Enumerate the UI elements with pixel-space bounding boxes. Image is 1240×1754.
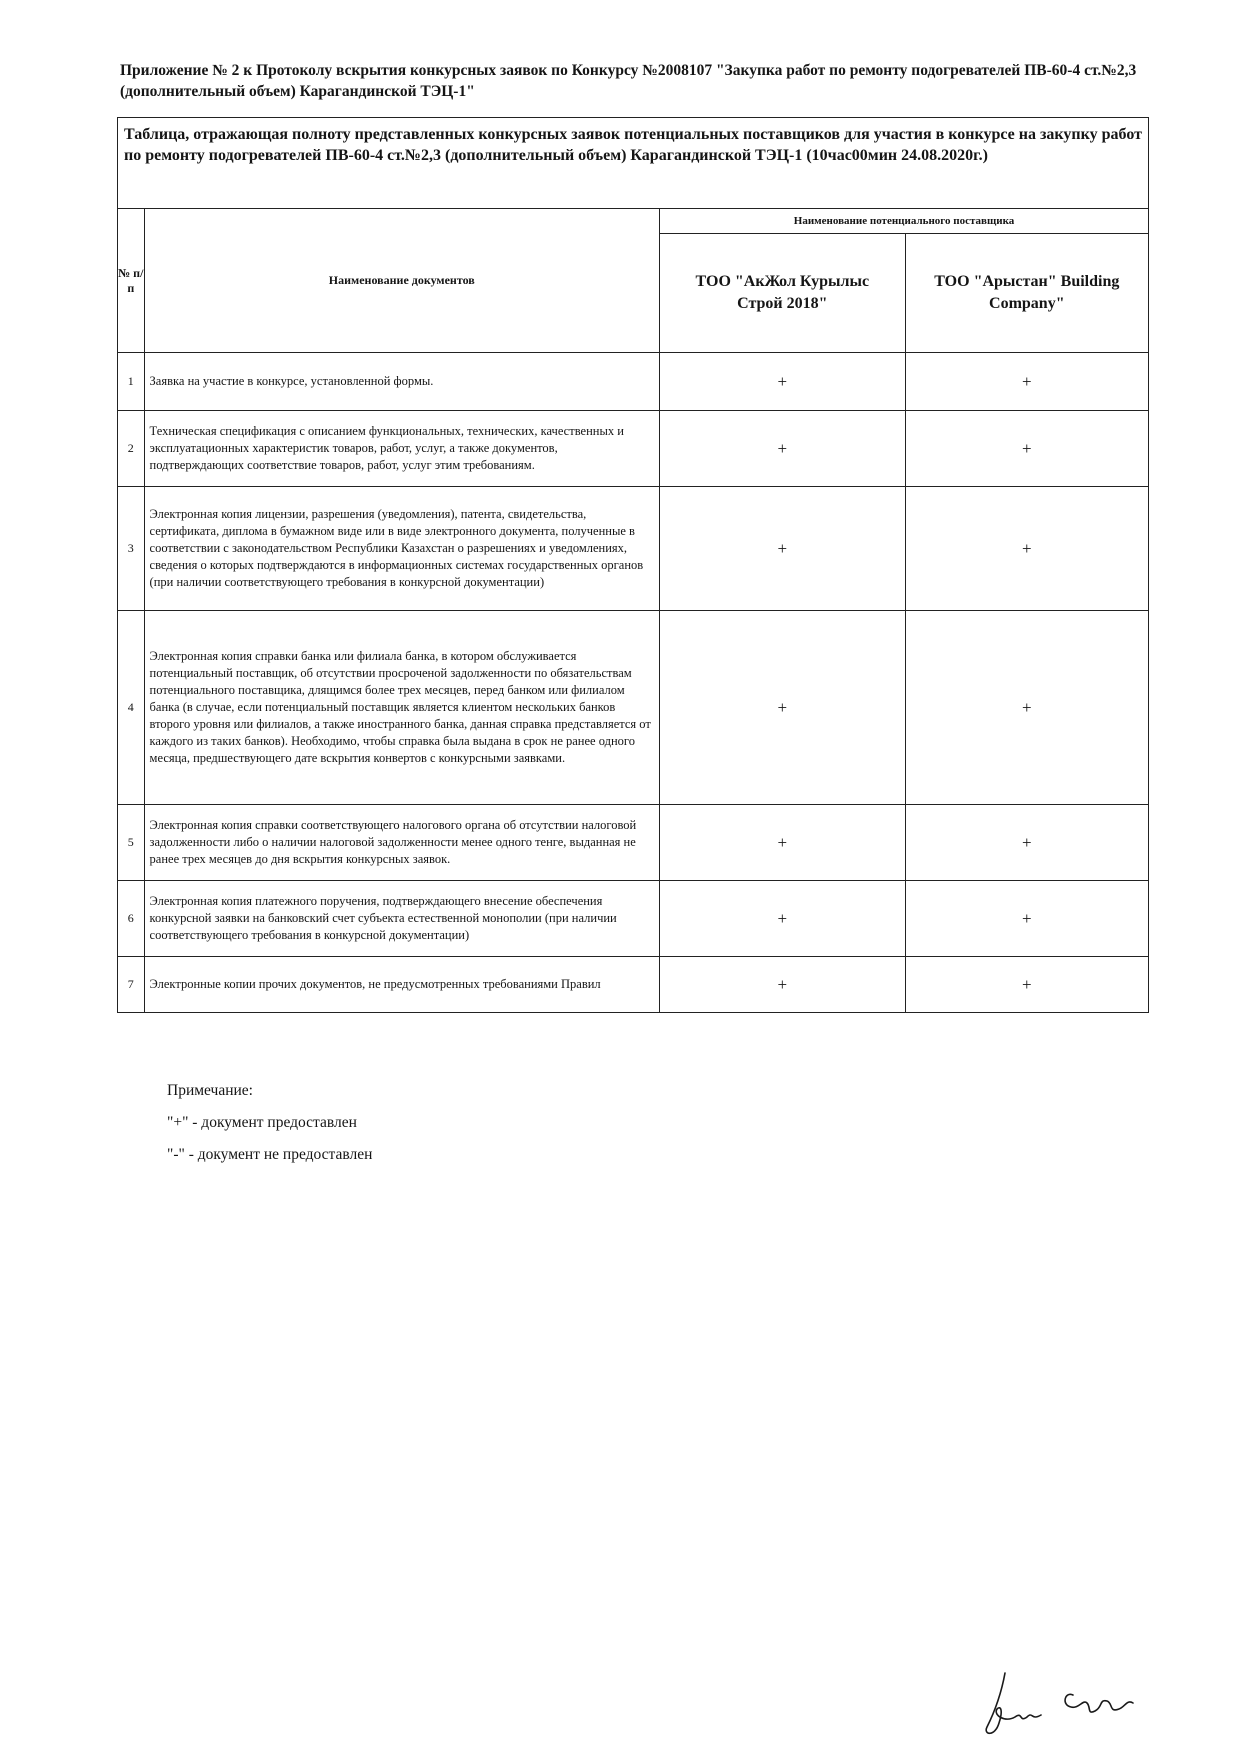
row-number: 6: [118, 881, 145, 957]
row-mark-supplier-1: +: [660, 957, 906, 1013]
supplier-name-1: ТОО "АкЖол Курылыс Строй 2018": [660, 234, 906, 353]
column-header-suppliers: Наименование потенциального поставщика: [660, 209, 1149, 234]
row-mark-supplier-1: +: [660, 353, 906, 411]
row-document: Электронная копия справки банка или филиала банка, в котором обслуживается потенциальный поставщик, об отсутствии просроченой задолженности по обязательствам потенциального поставщика, длящимся более трех месяцев, перед банком или филиалом банка (в случае, если потенциальный поставщик является клиентом нескольких банков второго уровня или филиалов, а также иностранного банка, данная справка представляется от каждого из таких банков). Необходимо, чтобы справка была выдана в срок не ранее одного месяца, предшествующего дате вскрытия конвертов с конкурсными заявками.: [144, 611, 659, 805]
column-header-documents: Наименование документов: [144, 209, 659, 353]
note-minus: "-" - документ не предоставлен: [167, 1146, 373, 1163]
table-row: [118, 487, 1149, 611]
row-mark-supplier-2: +: [905, 411, 1148, 487]
table-row: [118, 805, 1149, 881]
completeness-table: [117, 117, 1149, 1013]
row-document: Электронная копия лицензии, разрешения (уведомления), патента, свидетельства, сертификата, диплома в бумажном виде или в виде электронного документа, полученные в соответствии с законодательством Республики Казахстан о разрешениях и уведомлениях, сведения о которых подтверждаются в информационных системах государственных органов (при наличии соответствующего требования в конкурсной документации): [144, 487, 659, 611]
table-title: Таблица, отражающая полноту представленных конкурсных заявок потенциальных поставщиков для участия в конкурсе на закупку работ по ремонту подогревателей ПВ-60-4 ст.№2,3 (дополнительный объем) Карагандинской ТЭЦ-1 (10час00мин 24.08.2020г.): [118, 118, 1149, 209]
row-mark-supplier-1: +: [660, 611, 906, 805]
table-row: [118, 611, 1149, 805]
row-document: Заявка на участие в конкурсе, установленной формы.: [144, 353, 659, 411]
row-number: 5: [118, 805, 145, 881]
row-mark-supplier-2: +: [905, 957, 1148, 1013]
table-row: [118, 353, 1149, 411]
row-number: 3: [118, 487, 145, 611]
appendix-header: Приложение № 2 к Протоколу вскрытия конкурсных заявок по Конкурсу №2008107 "Закупка работ по ремонту подогревателей ПВ-60-4 ст.№2,3 (дополнительный объем) Карагандинской ТЭЦ-1": [120, 62, 1137, 100]
row-mark-supplier-2: +: [905, 487, 1148, 611]
row-document: Электронная копия платежного поручения, подтверждающего внесение обеспечения конкурсной заявки на банковский счет субъекта естественной монополии (при наличии соответствующего требования в конкурсной документации): [144, 881, 659, 957]
row-mark-supplier-2: +: [905, 805, 1148, 881]
row-mark-supplier-1: +: [660, 487, 906, 611]
handwritten-signature: [975, 1665, 1175, 1745]
column-header-number: № п/п: [118, 209, 145, 353]
row-number: 4: [118, 611, 145, 805]
supplier-name-2: ТОО "Арыстан" Building Company": [905, 234, 1148, 353]
row-mark-supplier-1: +: [660, 411, 906, 487]
row-number: 1: [118, 353, 145, 411]
row-document: Электронная копия справки соответствующего налогового органа об отсутствии налоговой задолженности либо о наличии налоговой задолженности менее одного тенге, выданная не ранее трех месяцев до дня вскрытия конкурсных заявок.: [144, 805, 659, 881]
row-number: 2: [118, 411, 145, 487]
table-row: [118, 881, 1149, 957]
row-document: Электронные копии прочих документов, не предусмотренных требованиями Правил: [144, 957, 659, 1013]
row-mark-supplier-1: +: [660, 805, 906, 881]
row-mark-supplier-2: +: [905, 881, 1148, 957]
row-mark-supplier-2: +: [905, 611, 1148, 805]
table-row: [118, 957, 1149, 1013]
row-mark-supplier-1: +: [660, 881, 906, 957]
note-plus: "+" - документ предоставлен: [167, 1114, 357, 1131]
note-title: Примечание:: [167, 1082, 253, 1099]
row-document: Техническая спецификация с описанием функциональных, технических, качественных и эксплуатационных характеристик товаров, работ, услуг, а также документов, подтверждающих соответствие товаров, работ, услуг этим требованиям.: [144, 411, 659, 487]
row-number: 7: [118, 957, 145, 1013]
table-row: [118, 411, 1149, 487]
row-mark-supplier-2: +: [905, 353, 1148, 411]
